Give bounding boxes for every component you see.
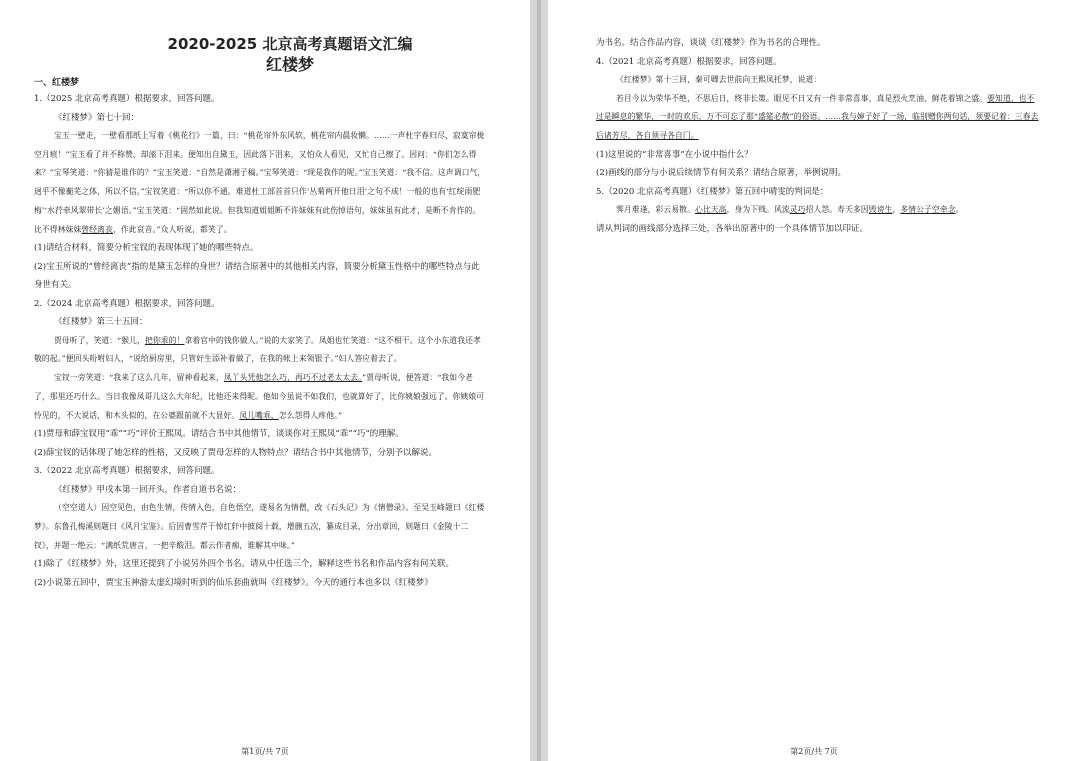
question-1-source: 《红楼梦》第七十回： — [54, 112, 140, 123]
question-3-passage: （空空道人）因空见色，由色生情，传情入色，自色悟空，遂易名为情僧，改《石头记》为《情僧录》。至吴玉峰题曰《红楼梦》。东鲁孔梅溪则题曰《风月宝鉴》。后因曹雪芹于悼红轩中披阅十载，增删五次，纂成目录，分出章回，则题曰《金陵十二钗》，并题一绝云：“满纸荒唐言，一把辛酸泪。都云作者痴，谁解其中味。” — [34, 503, 485, 550]
question-1-passage: 宝玉一壁走，一壁看那纸上写着《桃花行》一篇，曰：“桃花帘外东风软，桃花帘内晨妆懒。……一声杜宇春归尽，寂寞帘栊空月痕！”宝玉看了并不称赞，却滚下泪来。便知出自黛玉，因此落下泪来，又怕众人看见，又忙自己擦了。因问：“你们怎么得来？”宝琴笑道：“你猜是谁作的？”宝玉笑道：“自然是潇湘子稿。”宝琴笑道：“现是我作的呢。”宝玉笑道：“我不信。这声调口气，迥乎不像蘅芜之体，所以不信。”宝钗笑道：“所以你不通。难道杜工部首首只作‘丛菊两开他日泪’之句不成！一般的也有‘红绽雨肥梅’‘水荇牵风翠带长’之媚语。”宝玉笑道：“固然如此说。但我知道姐姐断不许妹妹有此伤悼语句，妹妹虽有此才，是断不肯作的。比不得林妹妹曾经离丧，作此哀音。”众人听说，都笑了。 — [34, 131, 486, 234]
page-footer-1: 第1页/共 7页 — [241, 747, 289, 756]
question-3-subquestion-1: (1)除了《红楼梦》外，这里还提到了小说另外四个书名。请从中任选三个，解释这些书名和作品内容有何关联。 — [34, 559, 455, 570]
question-1-subquestion-2: (2)宝玉所说的“曾经离丧”指的是黛玉怎样的身世？请结合原著中的其他相关内容，简要分析黛玉性格中的哪些特点与此身世有关。 — [34, 261, 480, 291]
question-4-subquestion-1: (1)这里说的“非常喜事”在小说中指什么？ — [596, 149, 753, 160]
question-3-source: 《红楼梦》甲戌本第一回开头，作者自道书名说： — [54, 484, 242, 495]
question-2-subquestion-1: (1)贾母和薛宝钗用“乖”“巧”评价王熙凤。请结合书中其他情节，谈谈你对王熙凤“乖”“巧”的理解。 — [34, 429, 404, 440]
gutter-divider — [537, 0, 541, 761]
question-1-subquestion-1: (1)请结合材料，简要分析宝钗的表现体现了她的哪些特点。 — [34, 243, 259, 254]
question-2-passage-1: 贾母听了，笑道：“猴儿，把你乖的！拿着官中的钱你做人。”说的大家笑了。凤姐也忙笑道：“这不相干。这个小东道我还孝敬的起。”便回头吩咐妇人，“说给厨房里，只管好生添补着做了，在我的帐上来领银子。”妇人答应着去了。 — [34, 335, 481, 364]
question-4-heading: 4.（2021 北京高考真题）根据要求，回答问题。 — [596, 56, 782, 67]
page-footer-2: 第2页/共 7页 — [790, 747, 838, 756]
document-title: 2020-2025 北京高考真题语文汇编 — [167, 35, 413, 53]
document-page-1 — [0, 0, 530, 761]
question-2-heading: 2.（2024 北京高考真题）根据要求，回答问题。 — [34, 298, 220, 309]
question-3-heading: 3.（2022 北京高考真题）根据要求，回答问题。 — [34, 466, 220, 477]
question-3-continuation: 为书名。结合作品内容，谈谈《红楼梦》作为书名的合理性。 — [596, 38, 826, 48]
question-4-source: 《红楼梦》第十三回，秦可卿去世前向王熙凤托梦，说道： — [616, 75, 822, 84]
question-5-heading: 5.（2020 北京高考真题）《红楼梦》第五回中晴雯的判词是： — [596, 186, 829, 197]
document-page-2 — [548, 0, 1080, 761]
question-4-passage: 若目今以为荣华不绝，不思后日，终非长策。眼见不日又有一件非常喜事，真是烈火烹油、鲜花着锦之盛。要知道，也不过是瞬息的繁华，一时的欢乐，万不可忘了那“盛筵必散”的俗语。……我与婶子好了一场，临别赠你两句话，须要记着：三春去后诸芳尽，各自须寻各自门。 — [596, 93, 1039, 141]
document-subtitle: 红楼梦 — [265, 55, 314, 74]
question-2-subquestion-2: (2)薛宝钗的话体现了她怎样的性格，又反映了贾母怎样的人物特点？请结合书中其他情节，分别予以解说。 — [34, 447, 438, 458]
question-4-subquestion-2: (2)画线的部分与小说后续情节有何关系？请结合原著，举例说明。 — [596, 168, 847, 179]
question-2-passage-2: 宝钗一旁笑道：“我来了这么几年，留神看起来，凤丫头凭他怎么巧，再巧不过老太太去。”贾母听说，便答道：“我如今老了，那里还巧什么。当日我像凤哥儿这么大年纪，比他还来得呢。他如今虽说不如我们，也就算好了，比你姨娘强远了。你姨娘可怜见的，不大说话，和木头似的，在公婆跟前就不大显好。凤儿嘴乖，怎么怨得人疼他。” — [34, 373, 485, 420]
question-2-source: 《红楼梦》第三十五回： — [54, 317, 148, 328]
question-3-subquestion-2: (2)小说第五回中，贾宝玉神游太虚幻境时听到的仙乐套曲就叫《红楼梦》。今天的通行本也多以《红楼梦》 — [34, 577, 433, 588]
section-heading: 一、红楼梦 — [34, 78, 80, 88]
question-5-subquestion: 请从判词的画线部分选择三处，各举出原著中的一个具体情节加以印证。 — [596, 224, 869, 235]
page-gutter — [530, 0, 548, 761]
question-5-passage: 霁月难逢，彩云易散。心比天高，身为下贱。风流灵巧招人怨。寿夭多因毁谤生，多情公子空牵念。 — [616, 205, 964, 215]
question-1-heading: 1.（2025 北京高考真题）根据要求，回答问题。 — [34, 94, 220, 104]
